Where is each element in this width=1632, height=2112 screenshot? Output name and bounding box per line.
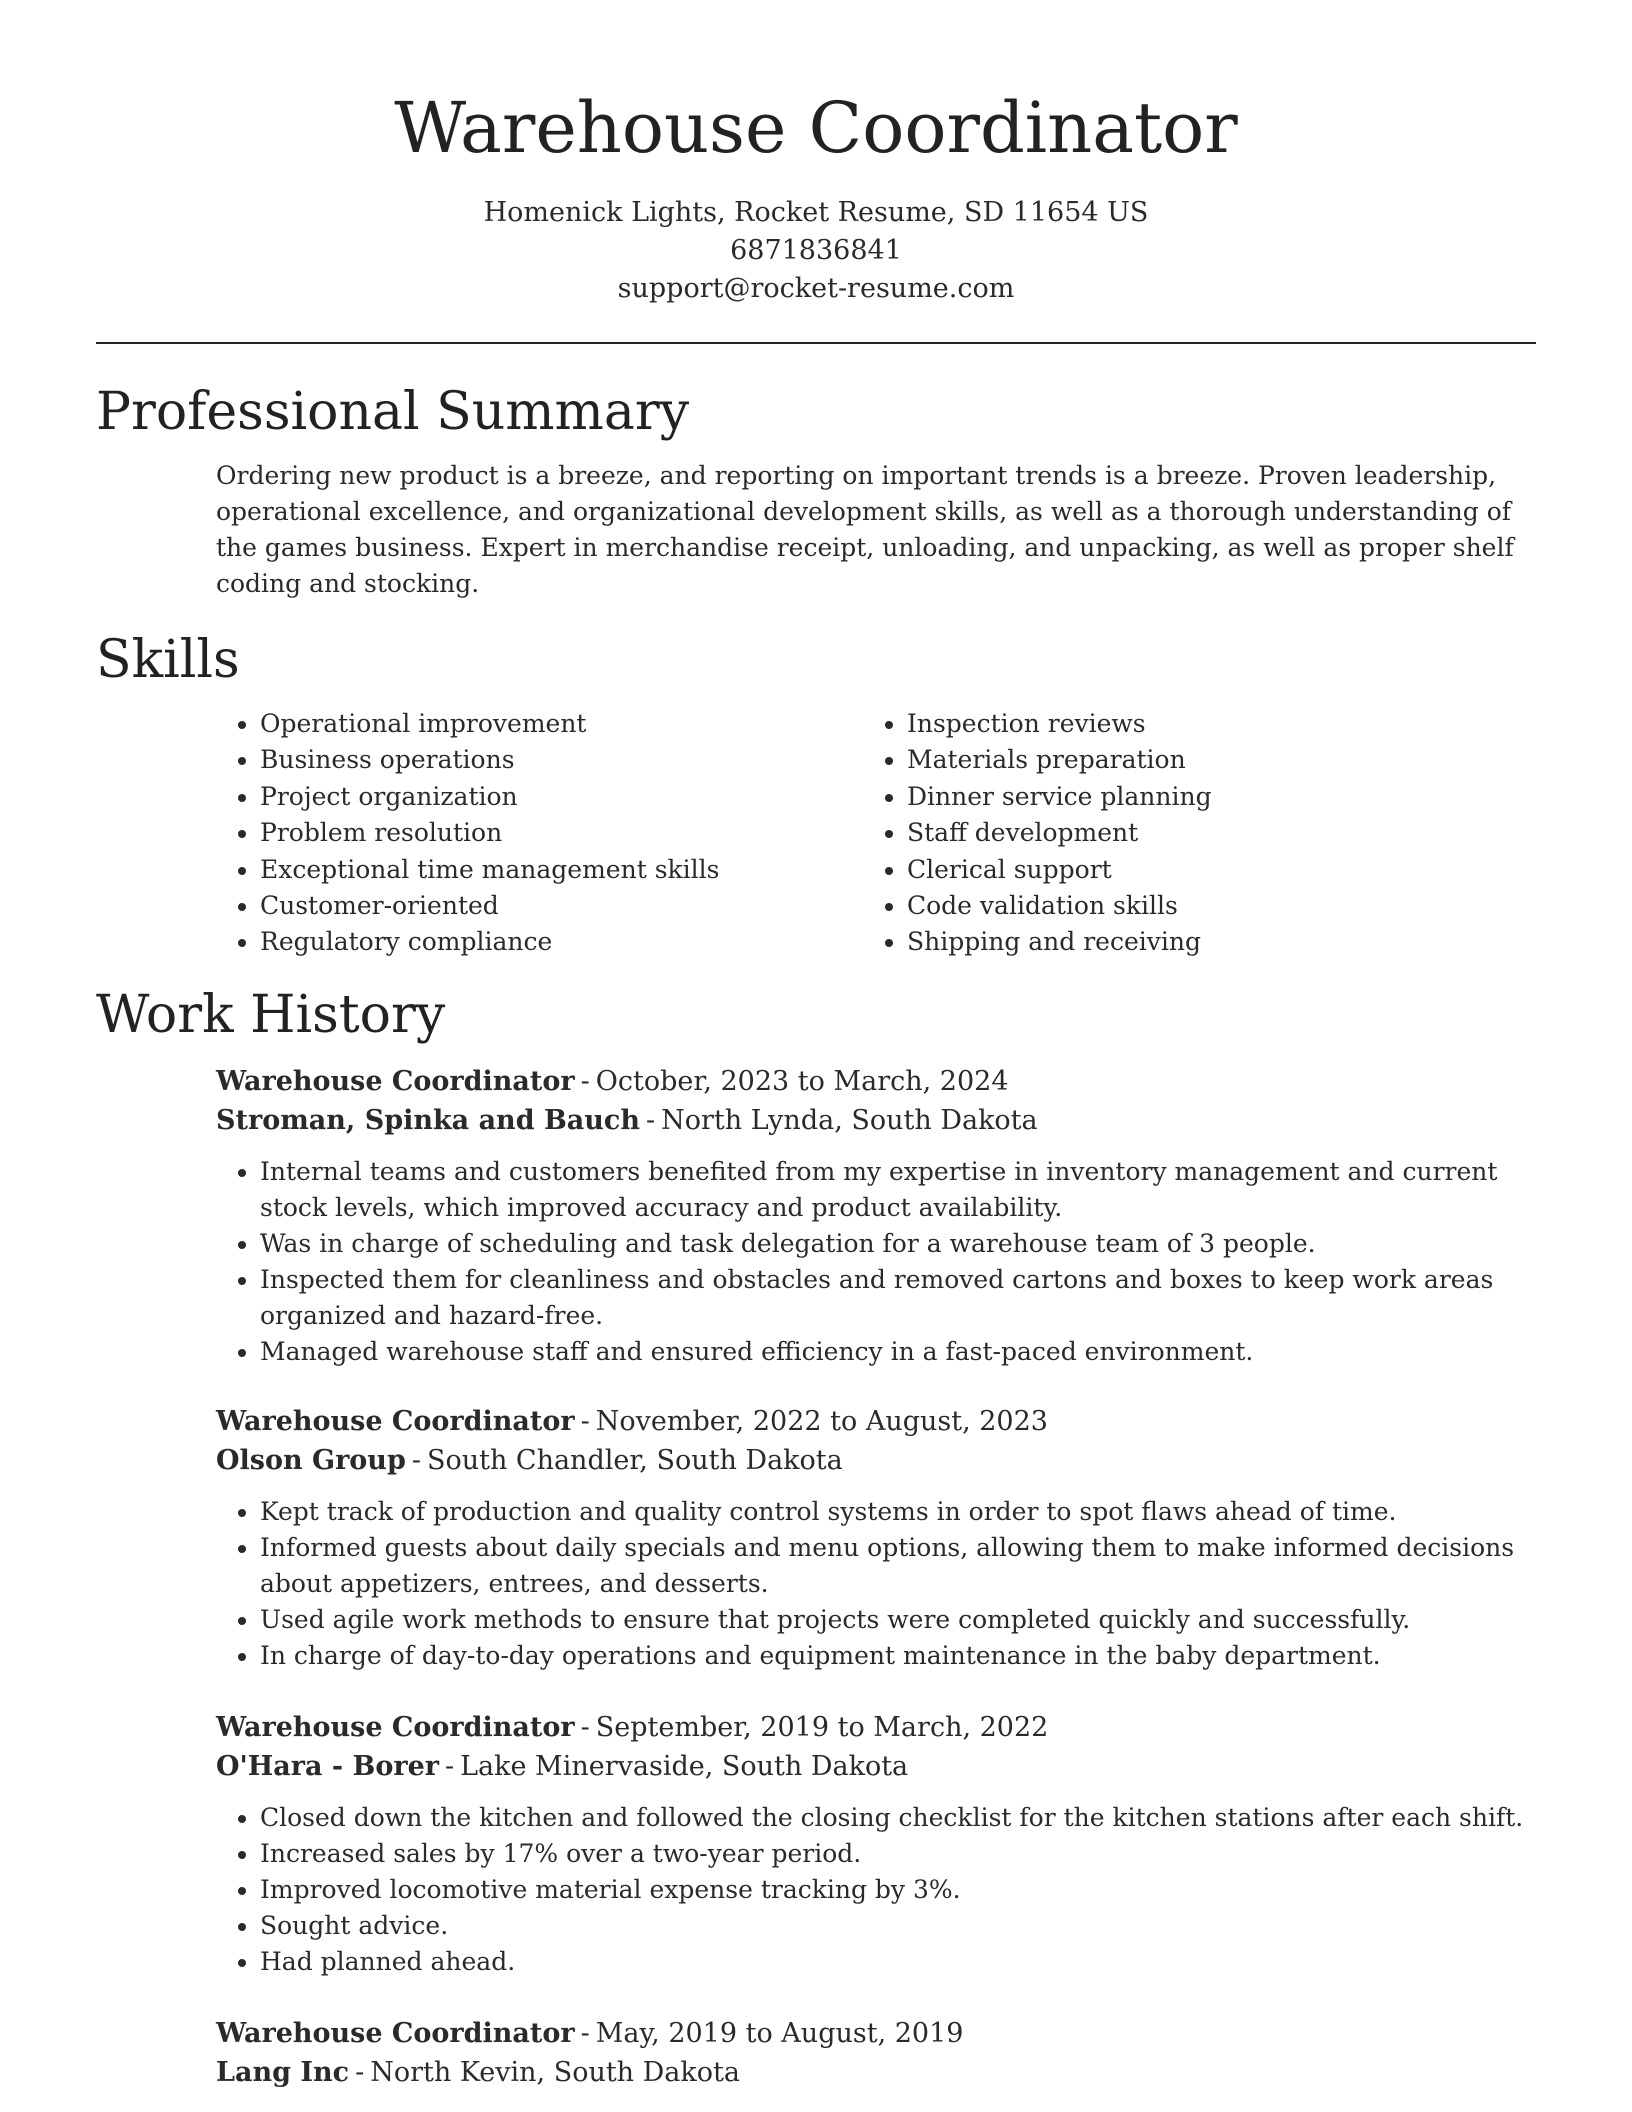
job-dates: May, 2019 to August, 2019 [595,2018,964,2049]
job-dates: September, 2019 to March, 2022 [595,1712,1049,1743]
job-company: Stroman, Spinka and Bauch [216,1105,640,1136]
job-title-line [216,2014,1536,2053]
skill-item: • Customer-oriented [260,888,860,924]
separator: - [580,1712,590,1743]
work-history-heading: Work History [96,985,446,1045]
job-entry [216,1402,1536,1674]
skill-item: • Problem resolution [260,815,860,851]
skills-list-right [863,706,1507,961]
job-entry [216,2014,1536,2092]
separator: - [580,1406,590,1437]
separator: - [355,2057,365,2088]
job-entry [216,1062,1536,1370]
candidate-name: Warehouse Coordinator [394,87,1238,169]
job-location: South Chandler, South Dakota [426,1445,843,1476]
job-bullet: • Informed guests about daily specials and menu options, allowing them to make informed decisions about appetizers, entrees, and desserts. [260,1530,1536,1602]
contact-phone: 6871836841 [730,235,902,266]
job-title-line [216,1708,1536,1747]
job-location: North Kevin, South Dakota [370,2057,740,2088]
job-title-line [216,1062,1536,1101]
job-role: Warehouse Coordinator [216,1406,575,1437]
separator: - [580,1066,590,1097]
job-bullets [216,1154,1536,1370]
skill-item: • Operational improvement [260,706,860,742]
skill-item: • Project organization [260,779,860,815]
job-dates: November, 2022 to August, 2023 [595,1406,1048,1437]
job-company-line [216,1441,1536,1480]
job-bullet: • Was in charge of scheduling and task delegation for a warehouse team of 3 people. [260,1226,1536,1262]
job-bullet: • Internal teams and customers benefited from my expertise in inventory management and current stock levels, which improved accuracy and product availability. [260,1154,1536,1226]
skill-item: • Clerical support [907,852,1507,888]
contact-block [0,194,1632,308]
summary-heading: Professional Summary [96,382,690,442]
job-company: Olson Group [216,1445,406,1476]
job-bullet: • Sought advice. [260,1908,1536,1944]
skill-item: • Staff development [907,815,1507,851]
skill-item: • Business operations [260,742,860,778]
job-bullet: • Increased sales by 17% over a two-year period. [260,1836,1536,1872]
separator: - [580,2018,590,2049]
skills-list-left [216,706,860,961]
skill-item: • Shipping and receiving [907,924,1507,960]
summary-text: Ordering new product is a breeze, and reporting on important trends is a breeze. Proven leadership, operational excellence, and organizational development skills, as well as a thorough understanding of the games business. Expert in merchandise receipt, unloading, and unpacking, as well as proper shelf coding and stocking. [216,461,1514,598]
job-entry [216,1708,1536,1980]
job-company: O'Hara - Borer [216,1751,439,1782]
contact-address: Homenick Lights, Rocket Resume, SD 11654 US [483,197,1149,228]
skills-heading: Skills [96,630,240,690]
skill-item: • Code validation skills [907,888,1507,924]
job-company-line [216,2053,1536,2092]
job-company-line [216,1101,1536,1140]
job-role: Warehouse Coordinator [216,2018,575,2049]
job-company: Lang Inc [216,2057,350,2088]
job-bullets [216,1800,1536,1980]
skill-item: • Inspection reviews [907,706,1507,742]
job-dates: October, 2023 to March, 2024 [595,1066,1009,1097]
skill-item: • Regulatory compliance [260,924,860,960]
skill-item: • Dinner service planning [907,779,1507,815]
separator: - [411,1445,421,1476]
header-divider [96,342,1536,344]
job-company-line [216,1747,1536,1786]
separator: - [444,1751,455,1782]
skill-item: • Materials preparation [907,742,1507,778]
separator: - [645,1105,656,1136]
job-location: North Lynda, South Dakota [661,1105,1038,1136]
job-location: Lake Minervaside, South Dakota [460,1751,909,1782]
job-bullet: • Had planned ahead. [260,1944,1536,1980]
job-bullet: • Used agile work methods to ensure that projects were completed quickly and successfully. [260,1602,1536,1638]
job-bullet: • Kept track of production and quality control systems in order to spot flaws ahead of time. [260,1494,1536,1530]
resume-header [0,0,1632,308]
job-bullet: • Managed warehouse staff and ensured efficiency in a fast-paced environment. [260,1334,1536,1370]
job-bullet: • Closed down the kitchen and followed the closing checklist for the kitchen stations after each shift. [260,1800,1536,1836]
job-bullet: • In charge of day-to-day operations and equipment maintenance in the baby department. [260,1638,1536,1674]
job-bullet: • Improved locomotive material expense tracking by 3%. [260,1872,1536,1908]
job-bullets [216,1494,1536,1674]
job-title-line [216,1402,1536,1441]
contact-email: support@rocket-resume.com [617,273,1015,304]
skill-item: • Exceptional time management skills [260,852,860,888]
job-role: Warehouse Coordinator [216,1066,575,1097]
job-bullet: • Inspected them for cleanliness and obstacles and removed cartons and boxes to keep work areas organized and hazard-free. [260,1262,1536,1334]
job-role: Warehouse Coordinator [216,1712,575,1743]
